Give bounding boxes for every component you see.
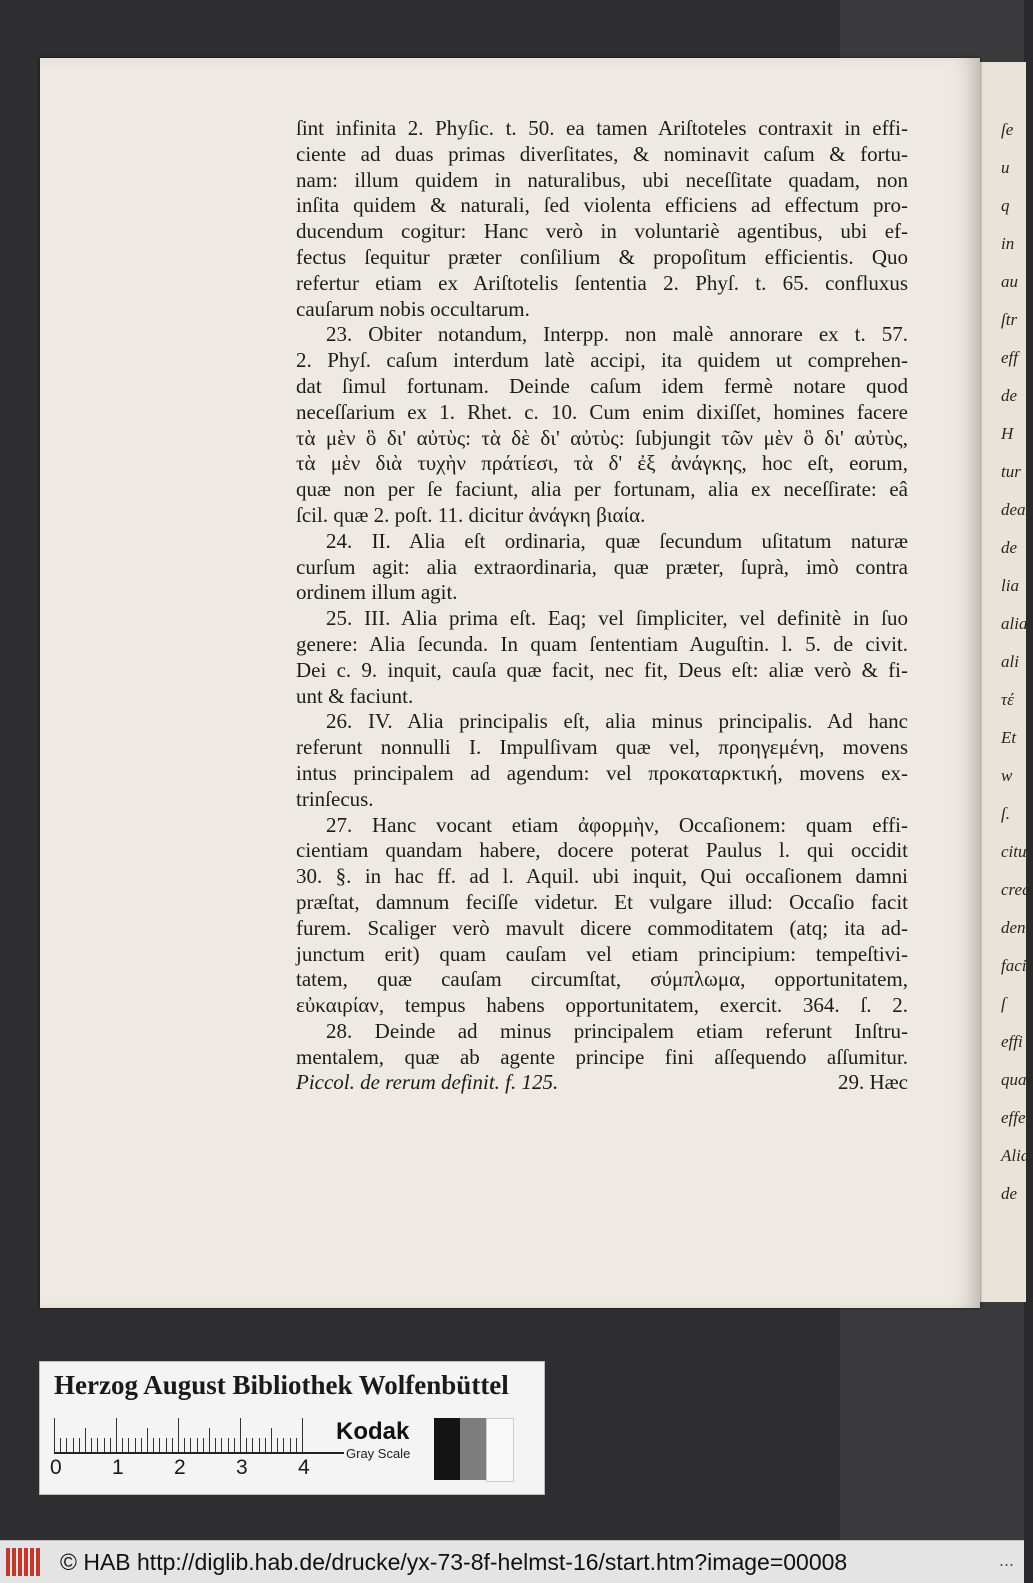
text-line: 24. II. Alia eſt ordinaria, quæ ſecundum uſitatum naturæ [326,528,908,553]
facing-page-fragment: Et [1001,728,1017,747]
text-line-last: Piccol. de rerum definit. f. 125. [296,1070,559,1095]
text-line: 23. Obiter notandum, Interpp. non malè annorare ex t. 57. [326,322,908,347]
ruler-tick [265,1438,266,1452]
ruler-tick [172,1438,173,1452]
facing-page-fragment: u [1001,158,1010,177]
text-line: 26. IV. Alia principalis eſt, alia minus principalis. Ad hanc [326,709,908,734]
ruler-tick [91,1438,92,1452]
text-line: unt & faciunt. [296,683,414,708]
catchword: 29. Hæc [838,1070,908,1095]
ruler-tick [178,1418,179,1452]
facing-page-fragment: tur [1001,462,1021,481]
ruler-tick [283,1438,284,1452]
facing-page-fragment: effi [1001,1032,1023,1051]
facing-page-fragment: de [1001,538,1018,557]
scale-ruler [54,1416,344,1454]
ruler-tick [104,1438,105,1452]
more-icon[interactable]: ... [998,1550,1014,1570]
ruler-tick [271,1428,272,1452]
ruler-tick [97,1438,98,1452]
ruler-tick [296,1438,297,1452]
ruler-tick [60,1438,61,1452]
ruler-tick [246,1438,247,1452]
ruler-tick [221,1438,222,1452]
ruler-tick [128,1438,129,1452]
text-line: ducendum cogitur: Hanc verò in voluntariè agentibus, ubi ef- [296,219,908,244]
text-line: Dei c. 9. inquit, cauſa quæ facit, nec fit, Deus eſt: aliæ verò & fi- [296,657,908,682]
facing-page-fragment: dea [1001,500,1026,519]
facing-page-fragment: ali [1001,652,1019,671]
ruler-tick [197,1438,198,1452]
ruler-tick [110,1438,111,1452]
text-line: 28. Deinde ad minus principalem etiam referunt Inſtru- [326,1018,908,1043]
text-line: τὰ μὲν ὃ δι' αὐτὺς: τὰ δὲ δι' αὐτὺς: ſubjungit τῶν μὲν ὃ δι' αὐτὺς, [296,425,908,450]
text-line: fectus ſequitur præter conſilium & propoſitum efficientis. Quo [296,244,908,269]
ruler-tick [66,1438,67,1452]
facing-page-fragment: H [1001,424,1014,443]
facing-page-fragment: lia [1001,576,1019,595]
text-line: τὰ μὲν διὰ τυχὴν πράτίεσι, τὰ δ' ἐξ ἀνάγκης, hoc eſt, eorum, [296,451,908,476]
ruler-tick [166,1438,167,1452]
facing-page-fragment: ſe [1001,120,1014,139]
facing-page-fragment: alia [1001,614,1028,633]
facing-page-fragment: de [1001,386,1018,405]
text-line: nam: illum quidem in naturalibus, ubi neceſſitate quadam, non [296,167,908,192]
library-name: Herzog August Bibliothek Wolfenbüttel [54,1370,509,1400]
text-line: ſcil. quæ 2. poſt. 11. dicitur ἀνάγκη βιαία. [296,502,646,527]
text-line: cientiam quandam habere, docere poterat Paulus l. qui occidit [296,838,908,863]
ruler-tick [122,1438,123,1452]
facing-page-fragment: citu [1001,842,1027,861]
text-line: trinſecus. [296,786,374,811]
text-line: ciente ad duas primas diverſitates, & nominavit caſum & fortu- [296,141,908,166]
text-line [296,1070,908,1096]
text-line: εὐκαιρίαν, tempus habens opportunitatem, exercit. 364. ſ. 2. [296,993,908,1018]
grey-swatch [460,1418,486,1480]
facing-page-fragment: in [1001,234,1015,253]
text-line: tatem, quæ cauſam circumſtat, σύμπλωμα, opportunitatem, [296,967,908,992]
ruler-tick [73,1438,74,1452]
ruler-tick [147,1428,148,1452]
text-line: refertur etiam ex Ariſtotelis ſententia 2. Phyſ. t. 65. confluxus [296,270,908,295]
facing-page-fragment: au [1001,272,1018,291]
text-line: 25. III. Alia prima eſt. Eaq; vel ſimpliciter, vel definitè in ſuo [326,606,908,631]
facing-page-fragment: crea [1001,880,1031,899]
text-line: ſint infinita 2. Phyſic. t. 50. ea tamen Ariſtoteles contraxit in effi- [296,116,908,140]
footer-bar [0,1540,1024,1583]
kodak-brand: Kodak [336,1418,410,1445]
ruler-number: 0 [50,1456,62,1479]
text-line: referunt nonnulli I. Impulſivam quæ vel, προηγεμένη, movens [296,735,908,760]
page-text [296,116,908,1096]
text-line: furem. Scaliger verò mavult dicere commoditatem (atq; ita ad- [296,915,908,940]
facing-page [975,62,1033,1302]
facing-page-fragment: quar [1001,1070,1033,1089]
ruler-tick [240,1418,241,1452]
facing-page-fragment: effe [1001,1108,1026,1127]
ruler-number: 1 [112,1456,124,1479]
ruler-tick [184,1438,185,1452]
hab-logo-icon [6,1548,48,1576]
ruler-number: 2 [174,1456,186,1479]
text-line: neceſſarium ex 1. Rhet. c. 10. Cum enim dixiſſet, homines facere [296,399,908,424]
facing-page-fragment: q [1001,196,1010,215]
facing-page-fragment: w [1001,766,1013,785]
ruler-tick [79,1438,80,1452]
ruler-tick [259,1438,260,1452]
text-line: 30. §. in hac ff. ad l. Aquil. ubi inquit, Qui occaſionem damni [296,864,908,889]
ruler-tick [228,1438,229,1452]
text-line: dat ſimul fortunam. Deinde caſum idem fermè notare quod [296,373,908,398]
black-swatch [434,1418,460,1480]
ruler-tick [54,1418,55,1452]
text-line: curſum agit: alia extraordinaria, quæ præter, ſuprà, imò contra [296,554,908,579]
ruler-tick [290,1438,291,1452]
text-line: junctum erit) quam cauſam vel etiam principium: tempeſtivi- [296,941,908,966]
text-line: quæ non per ſe faciunt, alia per fortunam, alia ex neceſſirate: eâ [296,477,908,502]
facing-page-fragment: de [1001,1184,1018,1203]
ruler-tick [215,1438,216,1452]
ruler-tick [209,1428,210,1452]
ruler-tick [141,1438,142,1452]
color-target [39,1361,545,1495]
text-line: mentalem, quæ ab agente principe fini aſſequendo aſſumitur. [296,1044,908,1069]
ruler-number: 4 [298,1456,310,1479]
facing-page-fragment: faci [1001,956,1027,975]
text-line: genere: Alia ſecunda. In quam ſententiam Auguſtin. l. 5. de civit. [296,631,908,656]
ruler-tick [159,1438,160,1452]
facing-page-fragment: τέ [1001,690,1014,709]
text-line: præſtat, damnum feciſſe videtur. Et vulgare illud: Occaſio facit [296,889,908,914]
copyright-link[interactable]: © HAB http://diglib.hab.de/drucke/yx-73-8f-helmst-16/start.htm?image=00008 [60,1548,848,1575]
ruler-tick [135,1438,136,1452]
facing-page-fragment: ſ. [1001,804,1010,823]
ruler-tick [234,1438,235,1452]
gray-scale-label: Gray Scale [346,1446,411,1461]
facing-page-fragment: ſ [1001,994,1006,1013]
text-line: intus principalem ad agendum: vel προκαταρκτική, movens ex- [296,760,908,785]
facing-page-fragment: ſtr [1001,310,1018,329]
ruler-number: 3 [236,1456,248,1479]
text-line: 2. Phyſ. caſum interdum latè accipi, ita quidem ut comprehen- [296,348,908,373]
ruler-tick [153,1438,154,1452]
text-line: ordinem illum agit. [296,580,458,605]
ruler-tick [302,1418,303,1452]
text-line: cauſarum nobis occultarum. [296,296,530,321]
text-line: 27. Hanc vocant etiam ἀφορμὴν, Occaſionem: quam effi- [326,812,908,837]
book-page [40,58,980,1308]
ruler-tick [85,1428,86,1452]
ruler-tick [203,1438,204,1452]
facing-page-fragment: eff [1001,348,1018,367]
facing-page-fragment: den [1001,918,1026,937]
facing-page-fragment: Alia [1001,1146,1030,1165]
ruler-tick [277,1438,278,1452]
ruler-tick [190,1438,191,1452]
ruler-tick [252,1438,253,1452]
ruler-tick [116,1418,117,1452]
text-line: inſita quidem & naturali, ſed violenta efficiens ad effectum pro- [296,193,908,218]
white-swatch [486,1418,514,1482]
